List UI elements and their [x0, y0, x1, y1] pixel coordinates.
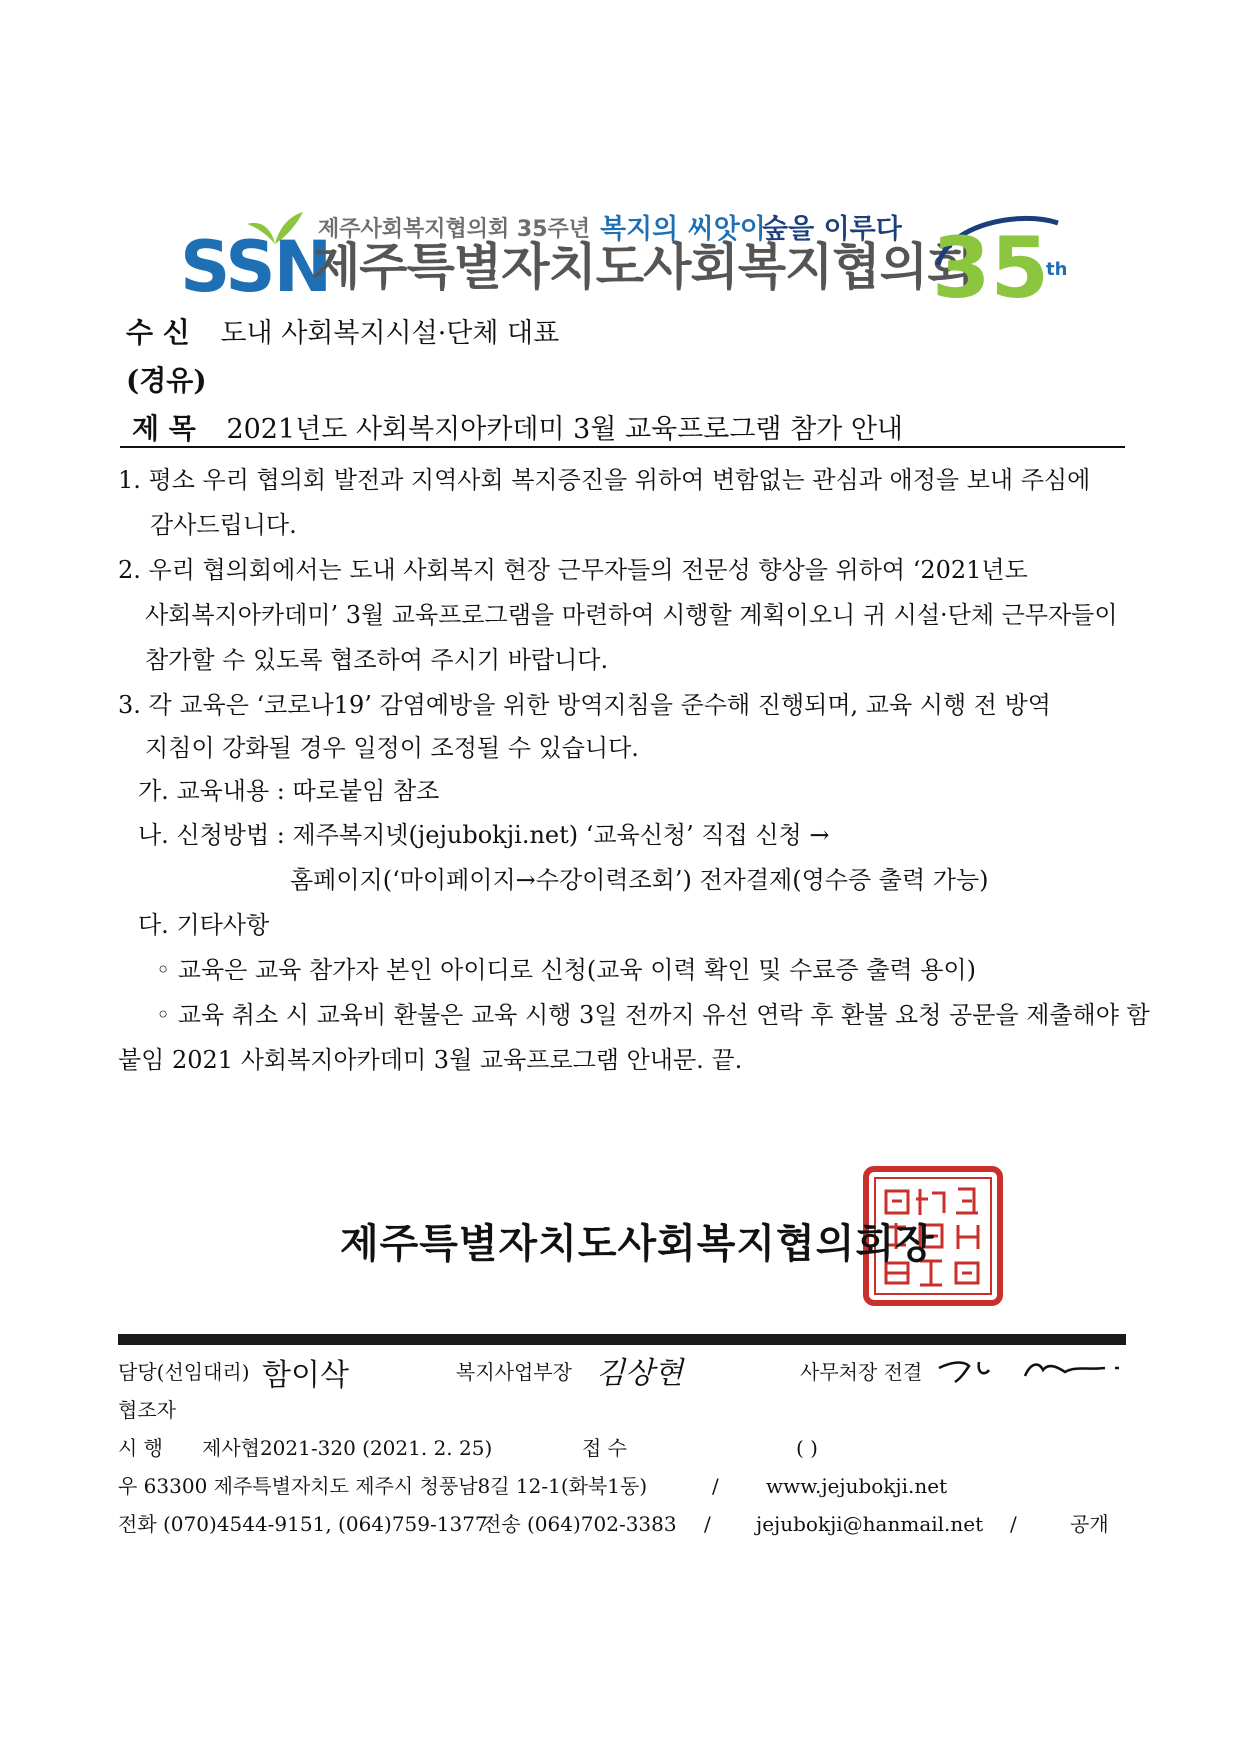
- attachment-line: 붙임 2021 사회복지아카데미 3월 교육프로그램 안내문. 끝.: [118, 1046, 743, 1074]
- recipient-label: 수 신: [126, 316, 190, 349]
- subject-divider: [120, 446, 1125, 448]
- subject-value: 2021년도 사회복지아카데미 3월 교육프로그램 참가 안내: [226, 414, 903, 445]
- paragraph-1-line-1: 1. 평소 우리 협의회 발전과 지역사회 복지증진을 위하여 변함없는 관심과 애정을 보내 주심에: [118, 466, 1091, 494]
- subject-label: 제 목: [132, 412, 196, 445]
- note-2: ◦ 교육 취소 시 교육비 환불은 교육 시행 3일 전까지 유선 연락 후 환불 요청 공문을 제출해야 함: [156, 1001, 1150, 1029]
- recipient-value: 도내 사회복지시설·단체 대표: [220, 318, 560, 349]
- address: 우 63300 제주특별자치도 제주시 청풍남8길 12-1(화북1동): [118, 1474, 648, 1498]
- note-1: ◦ 교육은 교육 참가자 본인 아이디로 신청(교육 이력 확인 및 수료증 출력 용이): [156, 956, 976, 984]
- paragraph-2-line-2: 사회복지아카데미’ 3월 교육프로그램을 마련하여 시행할 계획이오니 귀 시설·단체 근무자들이: [145, 601, 1118, 629]
- paragraph-3-line-1: 3. 각 교육은 ‘코로나19’ 감염예방을 위한 방역지침을 준수해 진행되며, 교육 시행 전 방역: [118, 691, 1051, 719]
- paragraph-1-line-2: 감사드립니다.: [150, 511, 297, 539]
- anniversary-suffix: th: [1046, 259, 1068, 280]
- fax: 전송 (064)702-3383: [482, 1512, 677, 1536]
- anniversary-number: 35: [932, 219, 1049, 305]
- disclosure-status: 공개: [1070, 1512, 1109, 1536]
- staff-label: 담당(선임대리): [118, 1360, 250, 1384]
- item-a: 가. 교육내용 : 따로붙임 참조: [138, 777, 440, 805]
- receipt-value: ( ): [796, 1436, 818, 1460]
- subject-row: [132, 412, 903, 446]
- ssn-logo: SSN: [180, 226, 331, 308]
- email-link[interactable]: jejubokji@hanmail.net: [756, 1512, 984, 1536]
- website-link[interactable]: www.jejubokji.net: [766, 1474, 948, 1498]
- receipt-label: 접 수: [582, 1436, 627, 1460]
- cooperator-label: 협조자: [118, 1398, 176, 1422]
- paragraph-2-line-1: 2. 우리 협의회에서는 도내 사회복지 현장 근무자들의 전문성 향상을 위하여 ‘2021년도: [118, 556, 1028, 584]
- item-c: 다. 기타사항: [138, 911, 270, 939]
- sender-title: 제주특별자치도사회복지협의회장: [340, 1221, 935, 1267]
- tagline-highlight: 복지의 씨앗이: [600, 214, 766, 245]
- recipient-row: [126, 316, 559, 350]
- director-signature-icon: [935, 1352, 1125, 1392]
- paragraph-2-line-3: 참가할 수 있도록 협조하여 주시기 바랍니다.: [145, 646, 609, 674]
- item-b-line-2: 홈페이지(‘마이페이지→수강이력조회’) 전자결제(영수증 출력 가능): [290, 866, 989, 894]
- separator: /: [712, 1474, 719, 1498]
- via-label: (경유): [126, 364, 207, 397]
- staff-signature: 함이삭: [262, 1358, 349, 1393]
- issue-value: 제사협2021-320 (2021. 2. 25): [202, 1436, 493, 1460]
- tagline-prefix: 제주사회복지협의회 35주년: [318, 217, 591, 242]
- separator: /: [1010, 1512, 1017, 1536]
- issue-label: 시 행: [118, 1436, 163, 1460]
- director-label: 사무처장 전결: [800, 1360, 923, 1384]
- manager-label: 복지사업부장: [456, 1360, 572, 1384]
- separator: /: [704, 1512, 711, 1536]
- item-b-line-1: 나. 신청방법 : 제주복지넷(jejubokji.net) ‘교육신청’ 직접 신청 →: [138, 821, 830, 849]
- paragraph-3-line-2: 지침이 강화될 경우 일정이 조정될 수 있습니다.: [145, 734, 639, 762]
- org-name-banner: 제주특별자치도사회복지협의회: [312, 238, 975, 296]
- footer-divider: [118, 1334, 1126, 1345]
- phone: 전화 (070)4544-9151, (064)759-1377: [118, 1512, 488, 1536]
- manager-signature: 김상현: [596, 1356, 683, 1391]
- tagline-suffix: 숲을 이루다: [762, 214, 902, 245]
- anniversary-emblem: [928, 205, 1078, 309]
